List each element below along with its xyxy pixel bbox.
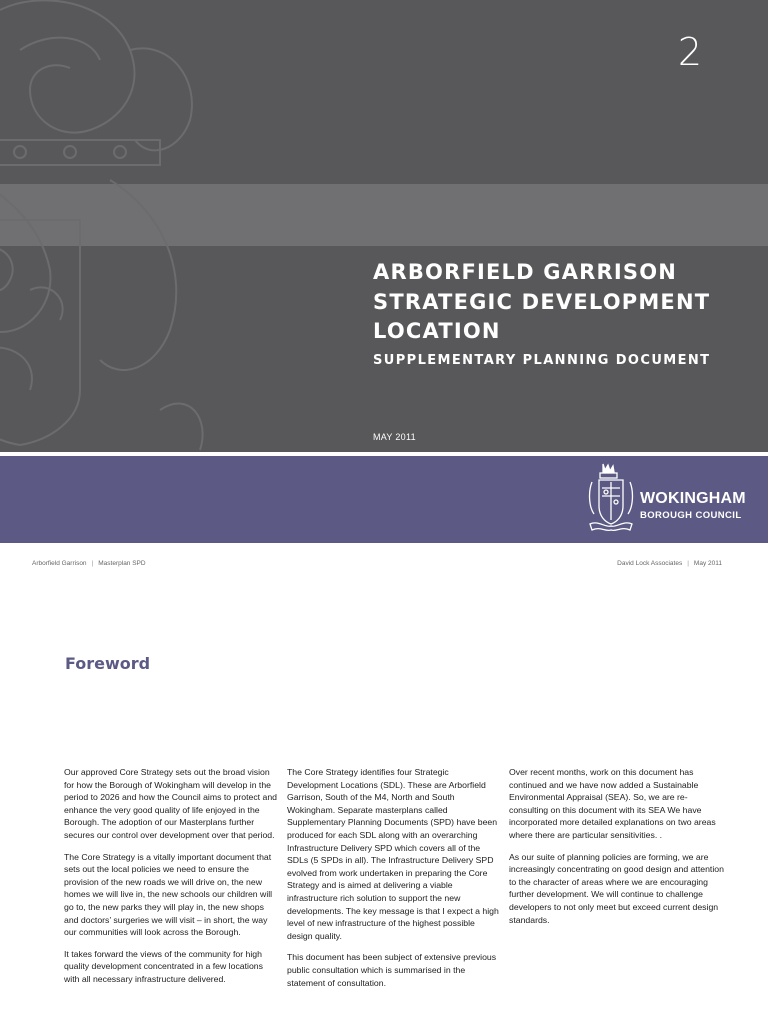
foreword-column-1 [64, 766, 278, 995]
paragraph: It takes forward the views of the community for high quality development concentrated in a few locations with all necessary infrastructure delivered. [64, 948, 263, 984]
document-date: MAY 2011 [373, 432, 416, 442]
running-header-right: David Lock Associates | May 2011 [617, 560, 722, 567]
council-name: WOKINGHAM [640, 490, 746, 507]
document-subtitle: SUPPLEMENTARY PLANNING DOCUMENT [373, 353, 711, 368]
foreword-heading: Foreword [65, 654, 151, 673]
cover-panel [0, 0, 768, 452]
document-title: ARBORFIELD GARRISON STRATEGIC DEVELOPMENT LOCATION [373, 260, 711, 343]
paragraph: The Core Strategy is a vitally important document that sets out the local policies we need to ensure the provision of the new roads we will drive on, the new homes we will live in, the new schools our children will go to, the new parks they will play in, the new shops and doctors’ surgeries we will visit – in short, the way our communities will look across the Borough. [64, 851, 273, 938]
heraldic-crest-watermark-icon [0, 0, 220, 452]
header-doc-type: Masterplan SPD [98, 560, 146, 567]
header-doc-name: Arborfield Garrison [32, 560, 87, 567]
foreword-column-3 [509, 766, 725, 935]
council-logo [586, 462, 746, 536]
header-author: David Lock Associates [617, 560, 683, 567]
council-crest-icon [586, 462, 636, 536]
header-date: May 2011 [693, 560, 722, 567]
running-header-left: Arborfield Garrison | Masterplan SPD [32, 560, 146, 567]
council-subname: BOROUGH COUNCIL [640, 510, 742, 521]
page-number: 2 [677, 30, 702, 74]
paragraph: The Core Strategy identifies four Strategic Development Locations (SDL). These are Arborfield Garrison, South of the M4, North and South Wokingham. Separate masterplans called Supplementary Planning Documents (SPD) have been produced for each SDL along with an overarching Infrastructure Delivery SPD which covers all of the SDLs (5 SPDs in all). The Infrastructure Delivery SPD evolved from work undertaken in preparing the Core Strategy and is aimed at delivering a viable infrastructure rich solution to support the new developments. The key message is that I expect a high level of new infrastructure of the highest possible design quality. [287, 767, 499, 941]
paragraph: As our suite of planning policies are forming, we are increasingly concentrating on good design and attention to the character of areas where we are encouraging further development. We will continue to challenge developers to not only meet but exceed current design standards. [509, 851, 724, 925]
paragraph: This document has been subject of extensive previous public consultation which is summarised in the statement of consultation. [287, 952, 497, 988]
paragraph: Over recent months, work on this document has continued and we have now added a Sustainable Environmental Appraisal (SEA). So, we are re-consulting on this document with its SEA We have incorporated more detailed explanations on two areas where there are particular sensitivities. . [509, 767, 716, 840]
paragraph: Our approved Core Strategy sets out the broad vision for how the Borough of Wokingham will develop in the period to 2026 and how the Council aims to protect and enhance the very good quality of life enjoyed in the Borough. The adoption of our Masterplans further secures our control over development over that period. [64, 767, 277, 840]
foreword-column-2 [287, 766, 501, 998]
